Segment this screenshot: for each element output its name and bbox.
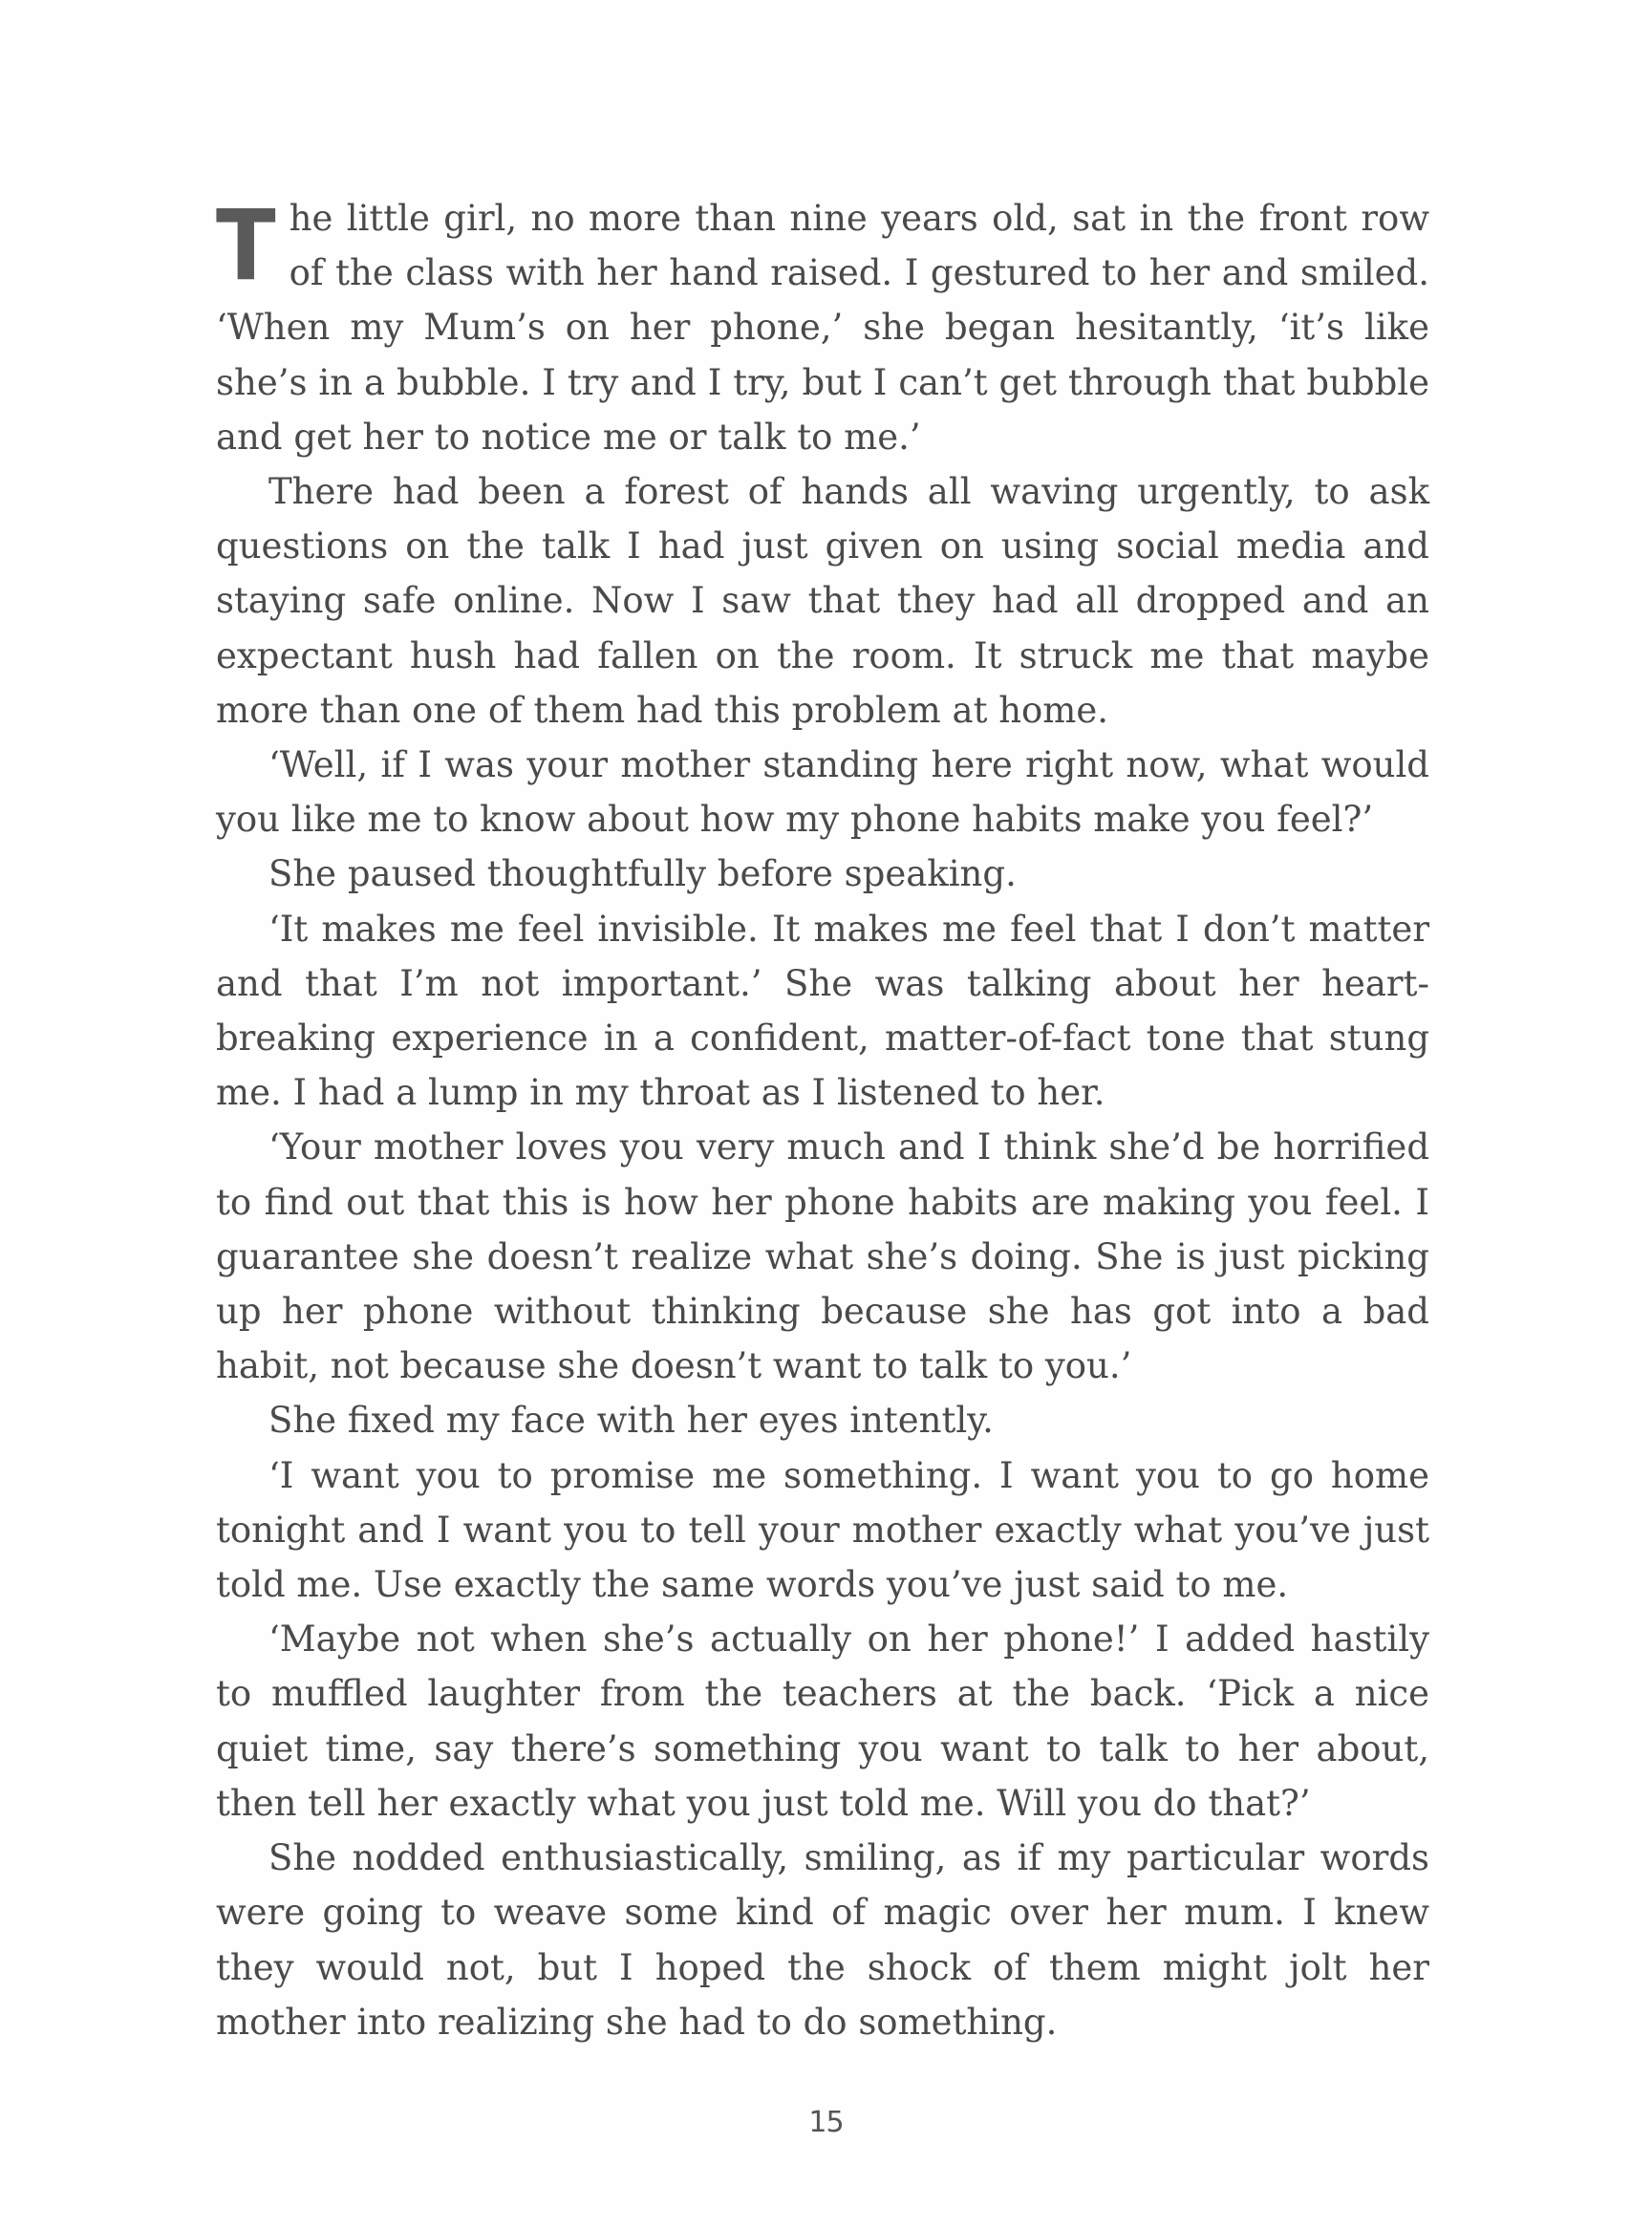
paragraph-8: ‘I want you to promise me something. I want you to go home tonight and I want you to tell your mother exactly what you’ve just told me. Use exactly the same words you’ve just said to me. (216, 1454, 1429, 1606)
paragraph-5: ‘It makes me feel invisible. It makes me feel that I don’t matter and that I’m not important.’ She was talking about her heart-breaking experience in a confident, matter-of-fact tone that stung me. I had a lump in my throat as I listened to her. (216, 908, 1429, 1114)
paragraph-6: ‘Your mother loves you very much and I think she’d be horrified to find out that this is how her phone habits are making you feel. I guarantee she doesn’t realize what she’s doing. She is just picking up her phone without thinking because she has got into a bad habit, not because she doesn’t want to talk to you.’ (216, 1126, 1429, 1387)
paragraph-7: She fixed my face with her eyes intently. (268, 1400, 994, 1442)
page-number: 15 (808, 2106, 844, 2139)
paragraph-9: ‘Maybe not when she’s actually on her phone!’ I added hastily to muffled laughter from the teachers at the back. ‘Pick a nice quiet time, say there’s something you want to talk to her about, then tell her exactly what you just told me. Will you do that?’ (216, 1618, 1429, 1824)
paragraph-1 (216, 191, 1429, 464)
paragraph-4: She paused thoughtfully before speaking. (268, 853, 1017, 895)
paragraph-10: She nodded enthusiastically, smiling, as if my particular words were going to weave some kind of magic over her mum. I knew they would not, but I hoped the shock of them might jolt her mother into realizing she had to do something. (216, 1837, 1429, 2043)
paragraph-3: ‘Well, if I was your mother standing here right now, what would you like me to know about how my phone habits make you feel?’ (216, 744, 1429, 841)
body-text (216, 191, 1429, 2049)
paragraph-2: There had been a forest of hands all waving urgently, to ask questions on the talk I had just given on using social media and staying safe online. Now I saw that they had all dropped and an expectant hush had fallen on the room. It struck me that maybe more than one of them had this problem at home. (216, 471, 1429, 731)
drop-cap: T (216, 189, 276, 303)
paragraph-1-text: he little girl, no more than nine years old, sat in the front row of the class with her hand raised. I gestured to her and smiled. ‘When my Mum’s on her phone,’ she began hesitantly, ‘it’s like she’s in a bubble. I try and I try, but I can’t get through that bubble and get her to notice me or talk to me.’ (216, 198, 1429, 458)
